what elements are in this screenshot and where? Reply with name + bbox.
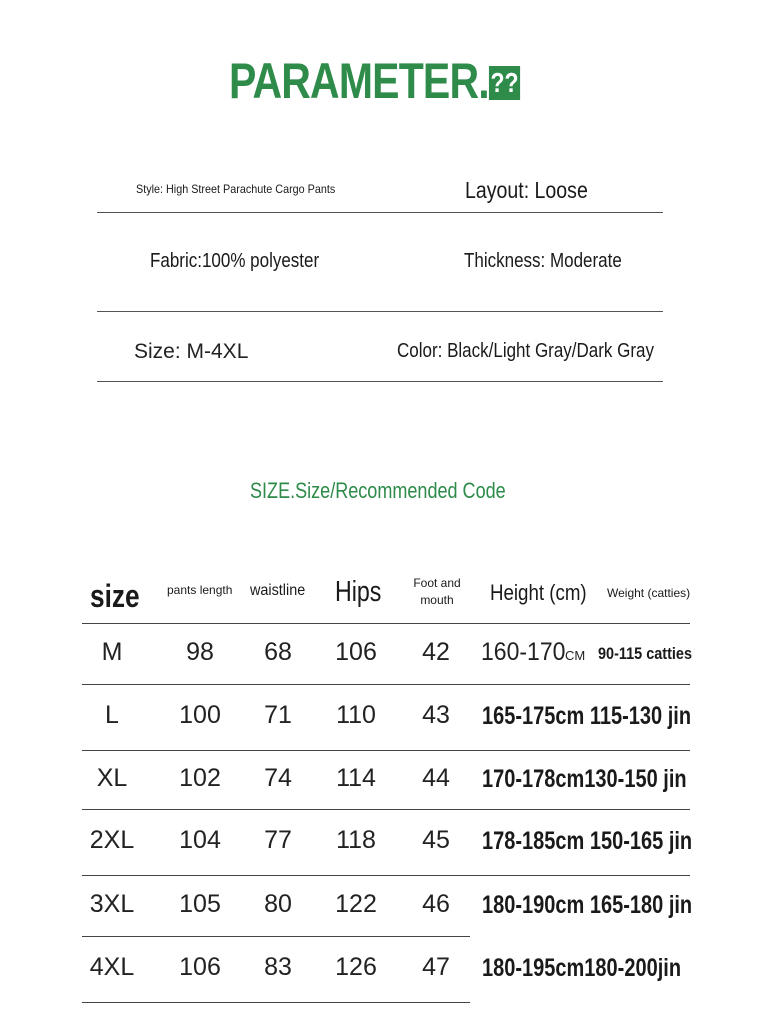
cell-size: 2XL: [89, 826, 135, 854]
cell-size: 4XL: [89, 953, 135, 981]
cell-foot: 42: [422, 638, 450, 666]
cell-foot: 47: [422, 953, 450, 981]
page-title: [229, 52, 520, 110]
divider: [97, 311, 663, 312]
header-waistline: waistline: [250, 582, 306, 599]
cell-hips: 106: [335, 638, 377, 666]
page-title-text: PARAMETER.: [229, 53, 489, 109]
cell-size: 3XL: [89, 890, 135, 918]
cell-hips: 110: [336, 701, 376, 729]
header-pants-length: pants length: [167, 583, 233, 597]
cell-foot: 46: [422, 890, 450, 918]
header-height: Height (cm): [490, 580, 587, 605]
header-weight: Weight (catties): [607, 586, 691, 600]
size-section-title: SIZE.Size/Recommended Code: [250, 478, 506, 503]
cell-size: XL: [96, 764, 128, 792]
cell-pants-length: 98: [186, 638, 214, 666]
cell-height-weight: 165-175cm 115-130 jin: [482, 702, 692, 730]
cell-waistline: 83: [264, 953, 292, 981]
cell-height-unit: CM: [565, 648, 586, 663]
cell-pants-length: 105: [179, 890, 221, 918]
param-size: Size: M-4XL: [134, 340, 249, 363]
cell-height: 160-170: [481, 638, 566, 666]
param-fabric: Fabric:100% polyester: [150, 250, 320, 272]
cell-height-weight: 178-185cm 150-165 jin: [482, 827, 693, 855]
param-style: Style: High Street Parachute Cargo Pants: [136, 182, 336, 196]
cell-height-weight: 180-195cm180-200jin: [482, 954, 682, 982]
cell-pants-length: 100: [179, 701, 221, 729]
divider: [97, 212, 663, 213]
cell-height-weight: 170-178cm130-150 jin: [482, 765, 687, 793]
table-row-divider: [82, 875, 690, 876]
cell-pants-length: 104: [179, 826, 221, 854]
param-color: Color: Black/Light Gray/Dark Gray: [397, 340, 654, 362]
param-thickness: Thickness: Moderate: [464, 250, 622, 272]
cell-waistline: 77: [264, 826, 292, 854]
cell-hips: 114: [336, 764, 376, 792]
cell-foot: 44: [422, 764, 450, 792]
cell-hips: 122: [335, 890, 377, 918]
cell-foot: 45: [422, 826, 450, 854]
cell-size: L: [105, 701, 119, 729]
header-foot-line2: mouth: [420, 593, 454, 607]
param-layout: Layout: Loose: [465, 177, 588, 203]
cell-waistline: 68: [264, 638, 292, 666]
table-row-divider: [82, 684, 690, 685]
cell-hips: 126: [335, 953, 377, 981]
cell-waistline: 80: [264, 890, 292, 918]
header-size: size: [90, 578, 140, 614]
divider: [97, 381, 663, 382]
header-hips: Hips: [335, 576, 382, 608]
cell-waistline: 74: [264, 764, 292, 792]
cell-height-weight: 180-190cm 165-180 jin: [482, 891, 693, 919]
table-row-divider: [82, 750, 690, 751]
cell-waistline: 71: [264, 701, 292, 729]
table-row-divider: [82, 809, 690, 810]
title-glyph-box: ??: [490, 67, 519, 98]
cell-pants-length: 106: [179, 953, 221, 981]
cell-foot: 43: [422, 701, 450, 729]
cell-size: M: [101, 638, 123, 666]
header-foot-line1: Foot and: [413, 576, 461, 590]
cell-weight: 90-115 catties: [598, 644, 693, 663]
header-foot-and-mouth: [406, 575, 468, 609]
table-row-divider: [82, 1002, 470, 1003]
cell-hips: 118: [336, 826, 376, 854]
cell-pants-length: 102: [179, 764, 221, 792]
table-row-divider: [82, 936, 470, 937]
table-header-divider: [82, 623, 690, 624]
